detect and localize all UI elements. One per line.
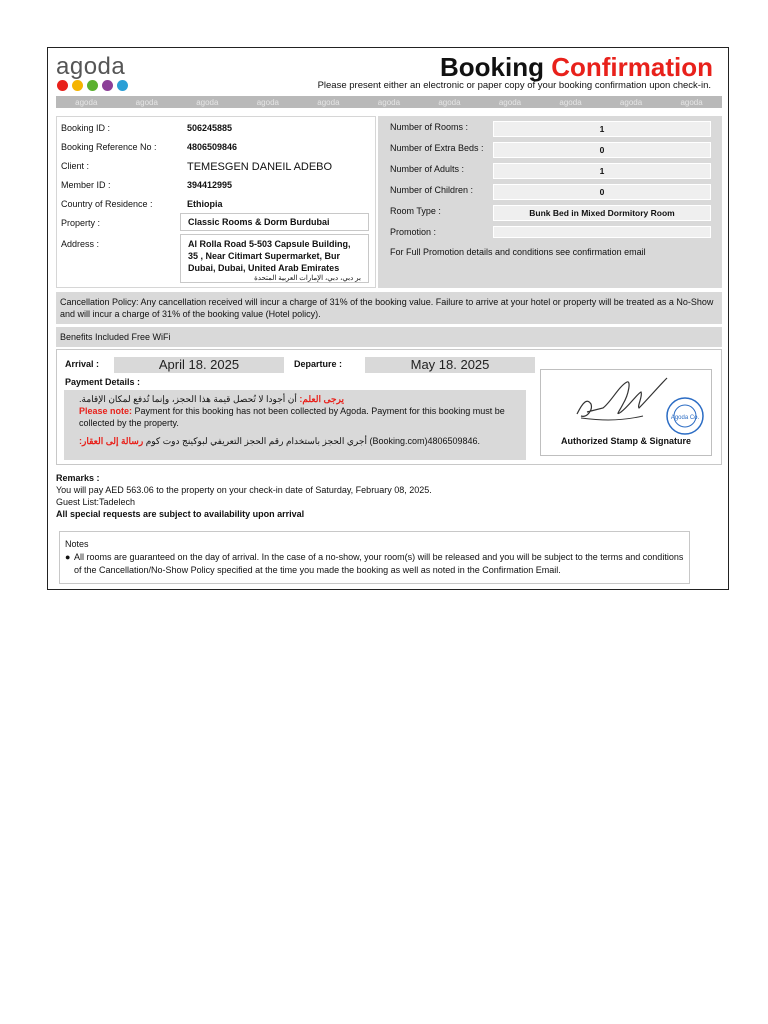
benefits-included: Benefits Included Free WiFi	[56, 327, 722, 347]
address-arabic: بر دبي، دبي، الإمارات العربية المتحدة	[254, 275, 361, 282]
room-details-panel	[378, 116, 722, 288]
extra-beds-label: Number of Extra Beds :	[390, 143, 484, 153]
logo-dot	[57, 80, 68, 91]
children-label: Number of Children :	[390, 185, 474, 195]
arrival-label: Arrival :	[65, 359, 100, 369]
arrival-date: April 18. 2025	[114, 357, 284, 373]
remarks-special-requests: All special requests are subject to availability upon arrival	[56, 509, 305, 519]
watermark-band	[56, 96, 722, 108]
children-value: 0	[493, 184, 711, 200]
extra-beds-value: 0	[493, 142, 711, 158]
promotion-note: For Full Promotion details and conditions see confirmation email	[390, 247, 646, 257]
watermark-text: agoda	[377, 97, 401, 107]
remarks-title: Remarks :	[56, 473, 100, 483]
arabic-payment-note: يرجى العلم: أن أجودا لا تُحصل قيمة هذا الحجز، وإنما تُدفع لمكان الإقامة.	[79, 394, 344, 404]
payment-details-label: Payment Details :	[65, 377, 141, 387]
document-title: Booking Confirmation	[440, 52, 713, 82]
member-id-label: Member ID :	[61, 180, 111, 190]
document-subtitle: Please present either an electronic or paper copy of your booking confirmation upon check-in.	[317, 80, 711, 91]
logo-dot	[117, 80, 128, 91]
cancellation-policy: Cancellation Policy: Any cancellation received will incur a charge of 31% of the booking value. Failure to arrive at your hotel or property will be treated as a No-Show and will incur a charge of 31% of the booking value (Hotel policy).	[56, 292, 722, 324]
watermark-text: agoda	[559, 97, 582, 107]
room-type-value: Bunk Bed in Mixed Dormitory Room	[493, 205, 711, 221]
watermark-text: agoda	[75, 97, 98, 107]
watermark-text: agoda	[498, 97, 522, 107]
promotion-label: Promotion :	[390, 227, 437, 237]
notes-title: Notes	[65, 539, 89, 549]
country-label: Country of Residence :	[61, 199, 153, 209]
watermark-text: agoda	[196, 97, 219, 107]
watermark-text: agoda	[680, 97, 703, 107]
property-value: Classic Rooms & Dorm Burdubai	[180, 213, 369, 231]
member-id-value: 394412995	[187, 180, 233, 190]
arabic-property-message: أجري الحجز باستخدام رقم الحجز التعريفي لبوكينج دوت كوم رسالة إلى العقار: (Booking.com)4806509846.	[79, 436, 481, 446]
adults-label: Number of Adults :	[390, 164, 465, 174]
remarks-payment: You will pay AED 563.06 to the property on your check-in date of Saturday, February 08, 2025.	[56, 485, 432, 495]
reference-no-value: 4806509846	[187, 142, 238, 152]
num-rooms-value: 1	[493, 121, 711, 137]
payment-note: Please note: Payment for this booking has not been collected by Agoda. Payment for this booking must be collected by the property.	[79, 406, 505, 428]
signature-image	[547, 372, 707, 438]
logo-dot	[87, 80, 98, 91]
bullet-icon: ●	[65, 552, 71, 562]
reference-no-label: Booking Reference No :	[61, 142, 157, 152]
watermark-text: agoda	[256, 97, 279, 107]
room-type-label: Room Type :	[390, 206, 441, 216]
payment-details-box	[64, 390, 526, 460]
promotion-value	[493, 226, 711, 238]
logo-dot	[72, 80, 83, 91]
client-value: TEMESGEN DANEIL ADEBO	[187, 161, 333, 173]
address-label: Address :	[61, 239, 100, 249]
agoda-logo: agoda	[56, 53, 126, 80]
stamp-seal-text: Agoda Co.	[670, 415, 700, 421]
departure-date: May 18. 2025	[365, 357, 535, 373]
watermark-text: agoda	[317, 97, 340, 107]
booking-id-label: Booking ID :	[61, 123, 111, 133]
stamp-caption: Authorized Stamp & Signature	[560, 436, 691, 446]
watermark-text: agoda	[135, 97, 158, 107]
num-rooms-label: Number of Rooms :	[390, 122, 469, 132]
property-label: Property :	[61, 218, 101, 228]
country-value: Ethiopia	[187, 199, 223, 209]
notes-bullet-item: ● All rooms are guaranteed on the day of arrival. In the case of a no-show, your room(s) will be released and you will be subject to the terms and conditions of the Cancellation/No-Show Policy specified at the time you made the booking as well as noted in the Confirmation Email.	[65, 552, 684, 575]
watermark-text: agoda	[619, 97, 643, 107]
logo-dot	[102, 80, 113, 91]
adults-value: 1	[493, 163, 711, 179]
stamp-signature-box	[540, 369, 712, 456]
client-label: Client :	[61, 161, 90, 171]
departure-label: Departure :	[294, 359, 343, 369]
booking-confirmation-document	[47, 47, 729, 590]
watermark-text: agoda	[438, 97, 461, 107]
remarks-guest-list: Guest List:Tadelech	[56, 497, 136, 507]
booking-id-value: 506245885	[187, 123, 233, 133]
address-value: Al Rolla Road 5-503 Capsule Building, 35 , Near Citimart Supermarket, Bur Dubai, Dubai, United Arab Emirates بر دبي، دبي، الإمارات العربية المتحدة	[180, 234, 369, 283]
booking-details-panel	[56, 116, 376, 288]
agoda-logo-dots	[57, 80, 128, 91]
notes-section	[59, 531, 690, 584]
remarks-section	[56, 472, 432, 520]
